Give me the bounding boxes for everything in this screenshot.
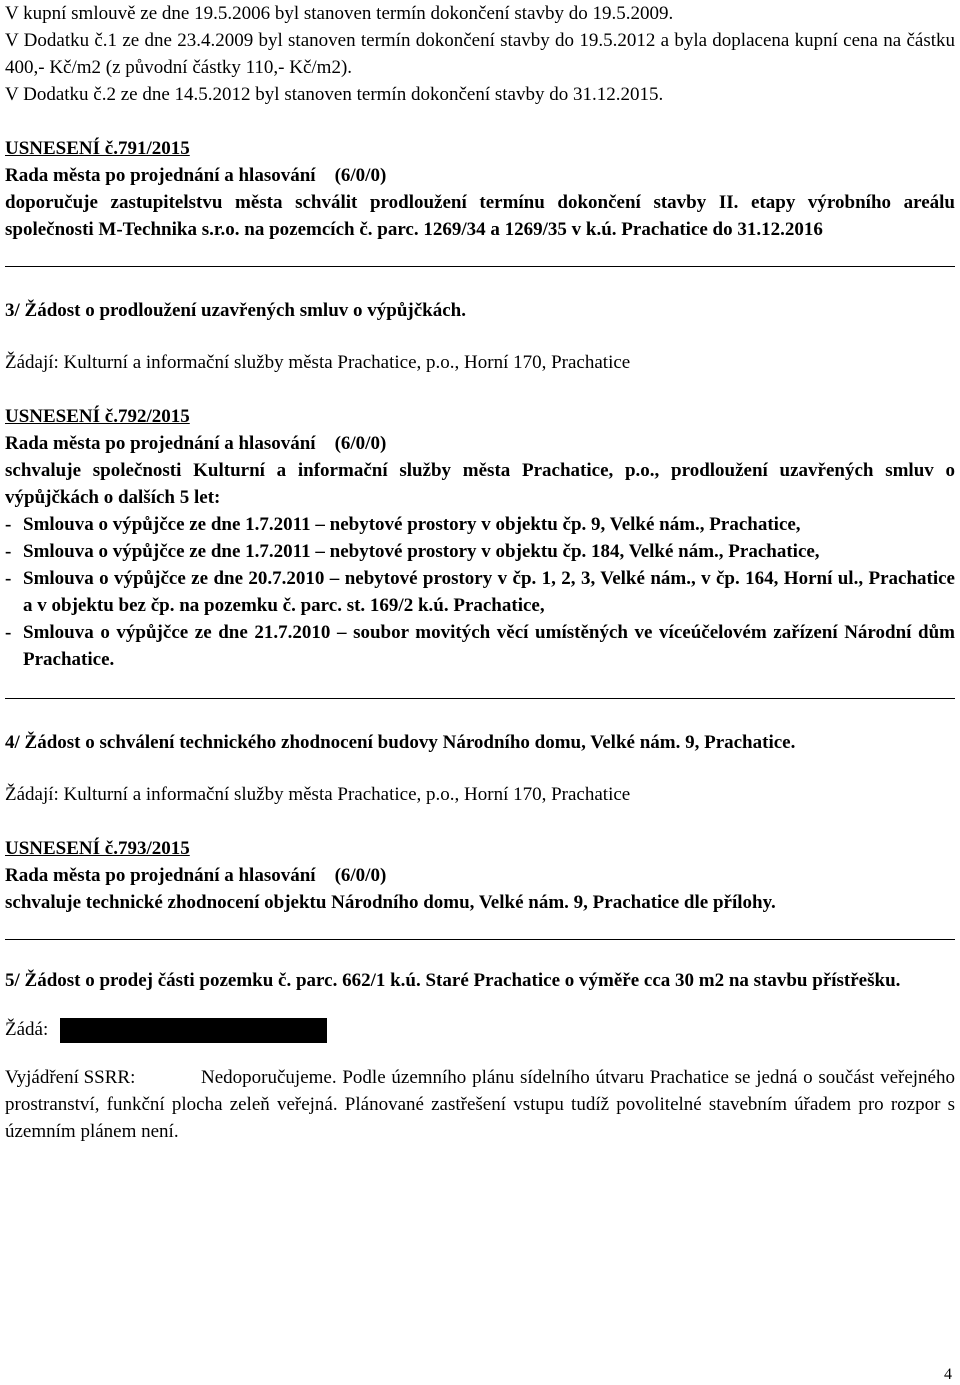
list-item: - Smlouva o výpůjčce ze dne 1.7.2011 – nebytové prostory v objektu čp. 184, Velké nám., Prachatice, (5, 541, 820, 562)
page-number: 4 (944, 1366, 952, 1383)
resolution-vote: Rada města po projednání a hlasování (6/0/0) (5, 865, 387, 886)
ssrr-label: Vyjádření SSRR: (5, 1067, 136, 1089)
intro-line-3: V Dodatku č.2 ze dne 14.5.2012 byl stanoven termín dokončení stavby do 31.12.2015. (5, 84, 664, 105)
item-5 (5, 967, 955, 1145)
document-page (5, 0, 955, 1145)
list-item: - Smlouva o výpůjčce ze dne 21.7.2010 – soubor movitých věcí umístěných ve víceúčelovém zařízení Národní dům Prachatice. (5, 622, 955, 670)
item-applicant (5, 1016, 955, 1043)
resolution-text: schvaluje společnosti Kulturní a informační služby města Prachatice, p.o., prodloužení uzavřených smluv o výpůjčkách o dalších 5 let: (5, 460, 955, 508)
item-4 (5, 729, 955, 808)
ssrr-statement (5, 1064, 955, 1145)
resolution-text: schvaluje technické zhodnocení objektu Národního domu, Velké nám. 9, Prachatice dle přílohy. (5, 892, 776, 913)
resolution-title: USNESENÍ č.793/2015 (5, 838, 190, 859)
applicant-label: Žádá: (5, 1019, 49, 1040)
resolution-792 (5, 403, 955, 673)
item-heading: 5/ Žádost o prodej části pozemku č. parc. 662/1 k.ú. Staré Prachatice o výměře cca 30 m2 na stavbu přístřešku. (5, 970, 901, 991)
intro-line-2: V Dodatku č.1 ze dne 23.4.2009 byl stanoven termín dokončení stavby do 19.5.2012 a byla doplacena kupní cena na částku 400,- Kč/m2 (z původní částky 110,- Kč/m2). (5, 30, 955, 78)
item-applicant: Žádají: Kulturní a informační služby města Prachatice, p.o., Horní 170, Prachatice (5, 784, 631, 805)
resolution-text: doporučuje zastupitelstvu města schválit prodloužení termínu dokončení stavby II. etapy výrobního areálu společnosti M-Technika s.r.o. na pozemcích č. parc. 1269/34 a 1269/35 v k.ú. Prachatice do 31.12.2016 (5, 192, 955, 240)
resolution-title: USNESENÍ č.792/2015 (5, 406, 190, 427)
list-item: - Smlouva o výpůjčce ze dne 1.7.2011 – nebytové prostory v objektu čp. 9, Velké nám., Prachatice, (5, 514, 801, 535)
redacted-name (60, 1018, 327, 1043)
resolution-793 (5, 835, 955, 916)
resolution-791 (5, 135, 955, 243)
list-item: - Smlouva o výpůjčce ze dne 20.7.2010 – nebytové prostory v čp. 1, 2, 3, Velké nám., v čp. 164, Horní ul., Prachatice a v objektu bez čp. na pozemku č. parc. st. 169/2 k.ú. Prachatice, (5, 568, 955, 616)
item-3 (5, 297, 955, 376)
item-heading: 3/ Žádost o prodloužení uzavřených smluv o výpůjčkách. (5, 300, 466, 321)
resolution-vote: Rada města po projednání a hlasování (6/0/0) (5, 433, 387, 454)
item-heading: 4/ Žádost o schválení technického zhodnocení budovy Národního domu, Velké nám. 9, Prachatice. (5, 732, 796, 753)
item-applicant: Žádají: Kulturní a informační služby města Prachatice, p.o., Horní 170, Prachatice (5, 352, 631, 373)
contract-list (5, 511, 955, 673)
intro-line-1: V kupní smlouvě ze dne 19.5.2006 byl stanoven termín dokončení stavby do 19.5.2009. (5, 3, 674, 24)
intro-block (5, 0, 955, 108)
ssrr-text: Nedoporučujeme. Podle územního plánu sídelního útvaru Prachatice se jedná o součást veřejného prostranství, funkční plocha zeleň veřejná. Plánované zastřešení vstupu tudíž povolitelné stavebním úřadem pro rozpor s územním plánem není. (5, 1067, 955, 1143)
resolution-vote: Rada města po projednání a hlasování (6/0/0) (5, 165, 387, 186)
resolution-title: USNESENÍ č.791/2015 (5, 138, 190, 159)
